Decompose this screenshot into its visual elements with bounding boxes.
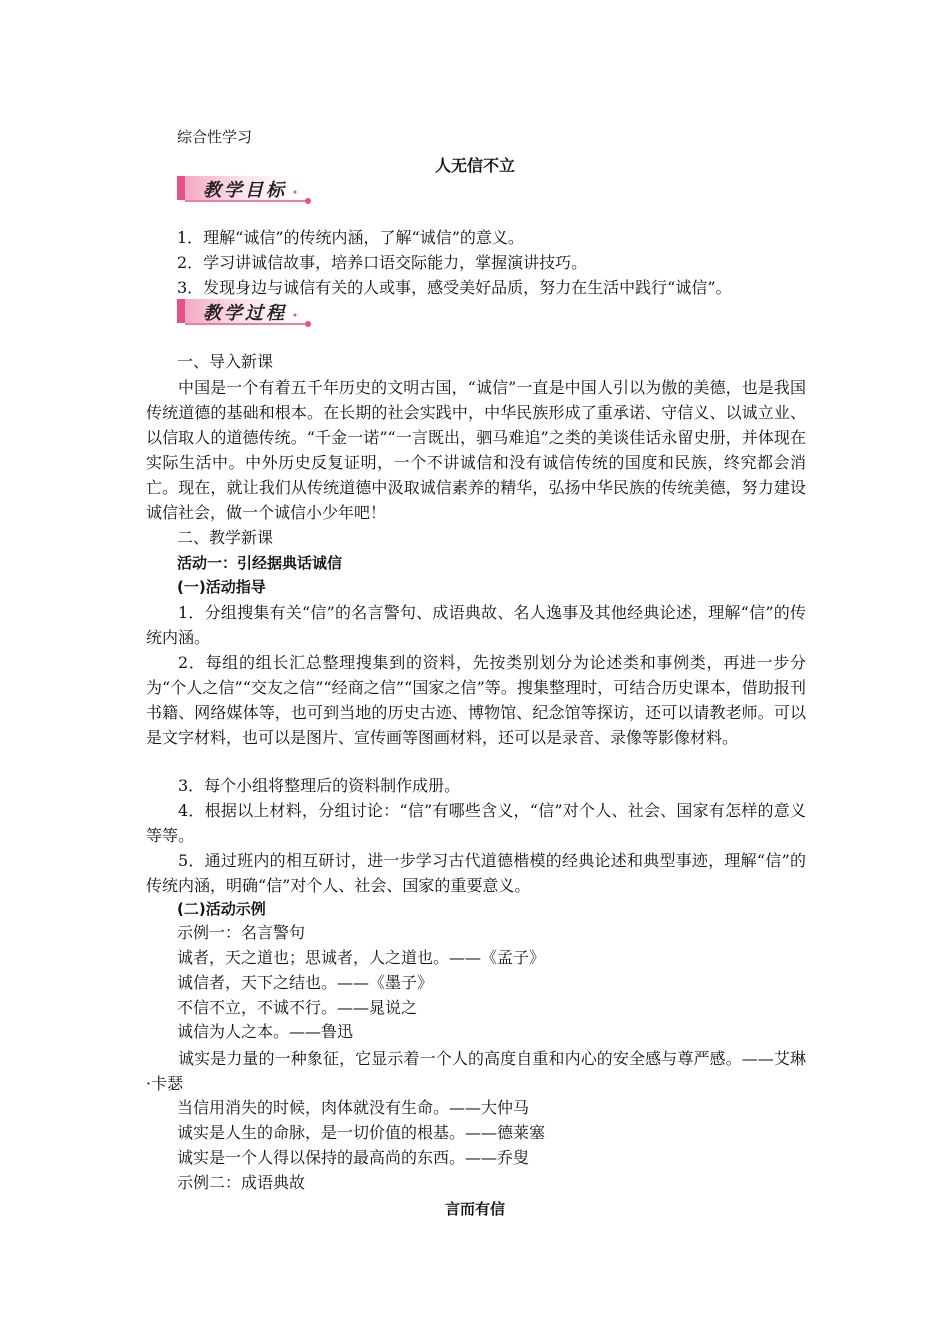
example1-label: 示例一：名言警句 — [177, 923, 306, 942]
page-title: 人无信不立 — [434, 156, 515, 175]
quote-item: 当信用消失的时候，肉体就没有生命。——大仲马 — [177, 1098, 530, 1117]
new-lesson-heading: 二、教学新课 — [177, 528, 274, 547]
goals-banner-label: 教学目标 — [203, 180, 287, 201]
process-banner — [177, 295, 317, 335]
quote-item: 诚信为人之本。——鲁迅 — [177, 1022, 354, 1041]
goal-item: 2．学习讲诚信故事，培养口语交际能力，掌握演讲技巧。 — [177, 253, 588, 272]
activity1-title: 活动一：引经据典话诚信 — [177, 554, 343, 572]
guide-item: 3．每个小组将整理后的资料制作成册。 — [178, 776, 461, 795]
guide-heading: (一)活动指导 — [177, 578, 266, 596]
process-banner-label: 教学过程 — [203, 303, 287, 324]
quote-item: 诚实是人生的命脉，是一切价值的根基。——德莱塞 — [177, 1123, 546, 1142]
quote-item: 诚者，天之道也；思诚者，人之道也。——《孟子》 — [177, 948, 546, 967]
guide-item: 4．根据以上材料，分组讨论：“信”有哪些含义，“信”对个人、社会、国家有怎样的意义等等。 — [146, 801, 806, 845]
guide-item: 1．分组搜集有关“信”的名言警句、成语典故、名人逸事及其他经典论述，理解“信”的传统内涵。 — [146, 603, 806, 647]
goals-banner — [177, 172, 317, 212]
example2-label: 示例二：成语典故 — [177, 1173, 306, 1192]
intro-paragraph: 中国是一个有着五千年历史的文明古国，“诚信”一直是中国人引以为傲的美德，也是我国传统道德的基础和根本。在长期的社会实践中，中华民族形成了重承诺、守信义、以诚立业、以信取人的道德传统。“千金一诺”“一言既出，驷马难追”之类的美谈佳话永留史册，并体现在实际生活中。中外历史反复证明，一个不讲诚信和没有诚信传统的国度和民族，终究都会消亡。现在，就让我们从传统道德中汲取诚信素养的精华，弘扬中华民族的传统美德，努力建设诚信社会，做一个诚信小少年吧！ — [146, 378, 806, 522]
intro-heading: 一、导入新课 — [177, 352, 274, 371]
idiom-title: 言而有信 — [444, 1200, 505, 1218]
guide-item: 5．通过班内的相互研讨，进一步学习古代道德楷模的经典论述和典型事迹，理解“信”的传统内涵，明确“信”对个人、社会、国家的重要意义。 — [146, 851, 806, 895]
goal-item: 1．理解“诚信”的传统内涵，了解“诚信”的意义。 — [177, 228, 524, 247]
quote-item: 诚实是力量的一种象征，它显示着一个人的高度自重和内心的安全感与尊严感。——艾琳·卡瑟 — [146, 1049, 806, 1093]
example-heading: (二)活动示例 — [177, 900, 266, 918]
goal-item: 3．发现身边与诚信有关的人或事，感受美好品质，努力在生活中践行“诚信”。 — [177, 278, 732, 297]
guide-item: 2．每组的组长汇总整理搜集到的资料，先按类别划分为论述类和事例类，再进一步分为“个人之信”“交友之信”“经商之信”“国家之信”等。搜集整理时，可结合历史课本，借助报刊书籍、网络媒体等，也可到当地的历史古迹、博物馆、纪念馆等探访，还可以请教老师。可以是文字材料，也可以是图片、宣传画等图画材料，还可以是录音、录像等影像材料。 — [146, 653, 806, 747]
quote-item: 诚信者，天下之结也。——《墨子》 — [177, 973, 434, 992]
quote-item: 不信不立，不诚不行。——晁说之 — [177, 998, 418, 1017]
quote-item: 诚实是一个人得以保持的最高尚的东西。——乔叟 — [177, 1148, 530, 1167]
section-label: 综合性学习 — [177, 128, 253, 146]
